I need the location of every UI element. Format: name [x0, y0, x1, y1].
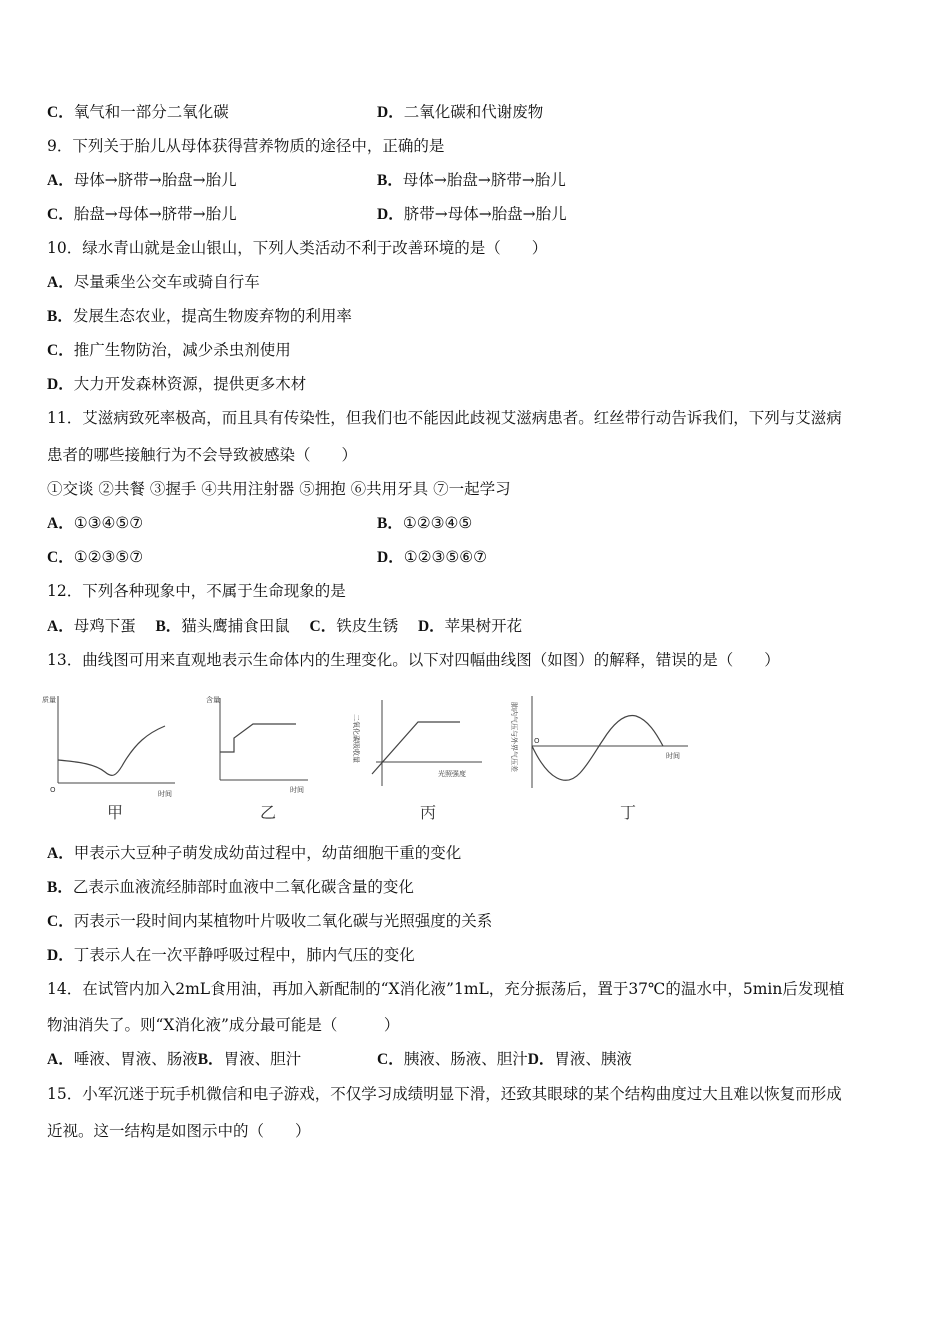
option-8c: C．氧气和一部分二氧化碳: [47, 103, 229, 121]
figure-yi-label: 乙: [259, 803, 276, 822]
question-9: 9．下列关于胎儿从母体获得营养物质的途径中，正确的是: [47, 137, 445, 155]
option-10c: C．推广生物防治，减少杀虫剂使用: [47, 341, 291, 359]
option-13b: B．乙表示血液流经肺部时血液中二氧化碳含量的变化: [47, 878, 414, 896]
option-10d: D．大力开发森林资源，提供更多木材: [47, 375, 307, 393]
question-15-line2: 近视。这一结构是如图示中的（ ）: [47, 1122, 311, 1140]
question-10: 10．绿水青山就是金山银山，下列人类活动不利于改善环境的是（ ）: [47, 239, 548, 257]
ding-curve: [532, 716, 663, 781]
question-14-line1: 14．在试管内加入2mL食用油，再加入新配制的“X消化液”1mL，充分振荡后，置于37℃的温水中，5min后发现植: [47, 980, 845, 998]
option-13d: D．丁表示人在一次平静呼吸过程中，肺内气压的变化: [47, 946, 415, 964]
question-12: 12．下列各种现象中，不属于生命现象的是: [47, 582, 346, 600]
jia-xlabel: 时间: [158, 790, 172, 798]
figure-yi: [206, 688, 318, 822]
figure-bing-graph: [352, 688, 490, 798]
option-9d: D．脐带→母体→胎盘→胎儿: [377, 205, 567, 223]
question-11-line2: 患者的哪些接触行为不会导致被感染（ ）: [47, 446, 358, 464]
option-11b: B．①②③④⑤: [377, 514, 473, 532]
bing-xlabel: 光照强度: [438, 770, 466, 778]
option-11c: C．①②③⑤⑦: [47, 548, 144, 566]
option-8d: D．二氧化碳和代谢废物: [377, 103, 544, 121]
figure-bing-label: 丙: [419, 803, 436, 822]
curve-figures: [40, 688, 740, 828]
jia-ylabel: 质量: [42, 696, 56, 704]
option-10b: B．发展生态农业，提高生物废弃物的利用率: [47, 307, 352, 325]
ding-xlabel: 时间: [666, 752, 680, 760]
figure-bing: [352, 688, 490, 822]
question-15-line1: 15．小军沉迷于玩手机微信和电子游戏，不仅学习成绩明显下滑，还致其眼球的某个结构曲度过大且难以恢复而形成: [47, 1085, 842, 1103]
yi-xlabel: 时间: [290, 786, 304, 794]
question-13: 13．曲线图可用来直观地表示生命体内的生理变化。以下对四幅曲线图（如图）的解释，错误的是（ ）: [47, 651, 780, 669]
bing-curve: [372, 722, 460, 774]
figure-ding-label: 丁: [619, 803, 636, 822]
option-13a: A．甲表示大豆种子萌发成幼苗过程中，幼苗细胞干重的变化: [47, 844, 462, 862]
option-9c: C．胎盘→母体→脐带→胎儿: [47, 205, 237, 223]
options-12: A．母鸡下蛋 B．猫头鹰捕食田鼠 C．铁皮生锈 D．苹果树开花: [47, 617, 523, 635]
option-10a: A．尽量乘坐公交车或骑自行车: [47, 273, 260, 291]
option-13c: C．丙表示一段时间内某植物叶片吸收二氧化碳与光照强度的关系: [47, 912, 493, 930]
figure-jia-graph: [40, 688, 180, 798]
question-11-items: ①交谈 ②共餐 ③握手 ④共用注射器 ⑤拥抱 ⑥共用牙具 ⑦一起学习: [47, 480, 511, 498]
question-11-line1: 11．艾滋病致死率极高，而且具有传染性，但我们也不能因此歧视艾滋病患者。红丝带行动告诉我们，下列与艾滋病: [47, 409, 842, 427]
question-14-line2: 物油消失了。则“X消化液”成分最可能是（ ）: [47, 1016, 400, 1034]
option-14cd: C．胰液、肠液、胆汁D．胃液、胰液: [377, 1050, 632, 1068]
ding-origin: O: [534, 737, 540, 745]
figure-yi-graph: [208, 688, 318, 798]
figure-ding-graph: [508, 688, 698, 798]
bing-ylabel: 二氧化碳吸收量: [352, 714, 360, 763]
jia-curve: [58, 726, 165, 775]
option-11a: A．①③④⑤⑦: [47, 514, 144, 532]
figure-ding: [508, 688, 698, 822]
yi-curve: [220, 724, 296, 752]
option-9b: B．母体→胎盘→脐带→胎儿: [377, 171, 566, 189]
option-14ab: A．唾液、胃液、肠液B．胃液、胆汁: [47, 1050, 302, 1068]
ding-ylabel: 肺内气压与外界气压差: [510, 702, 518, 772]
yi-ylabel: 含量: [206, 696, 220, 704]
option-9a: A．母体→脐带→胎盘→胎儿: [47, 171, 237, 189]
figure-jia-label: 甲: [106, 803, 123, 822]
option-11d: D．①②③⑤⑥⑦: [377, 548, 488, 566]
figure-jia: [40, 688, 180, 822]
jia-origin: O: [50, 786, 56, 794]
